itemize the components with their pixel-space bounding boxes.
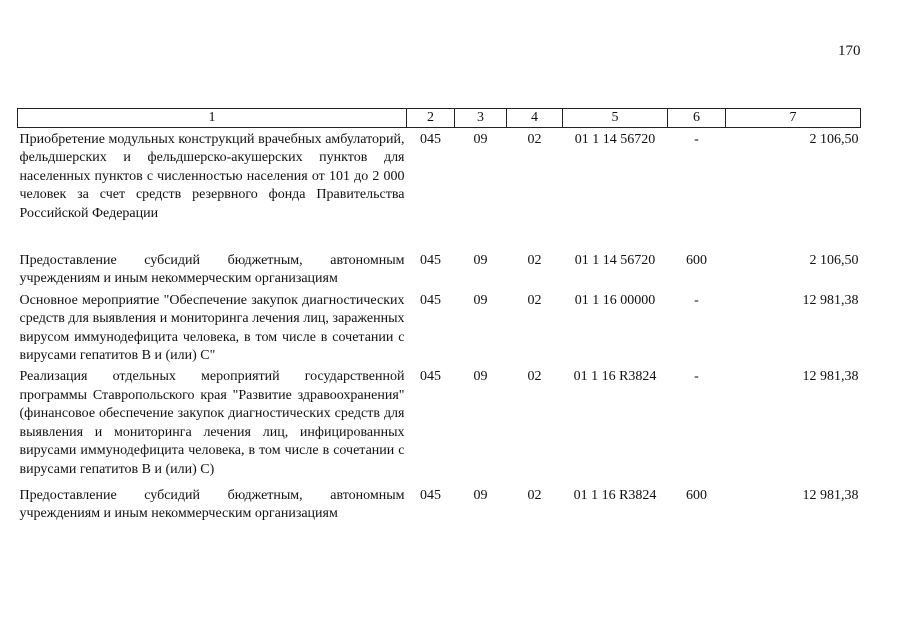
target-item-code: 01 1 16 00000 bbox=[574, 292, 656, 308]
amount: 2 106,50 bbox=[809, 253, 859, 269]
amount: 12 981,38 bbox=[802, 369, 859, 385]
expense-type-code: - bbox=[694, 132, 699, 147]
section-code: 09 bbox=[473, 487, 488, 503]
table-row bbox=[18, 249, 861, 289]
column-header: 6 bbox=[668, 109, 726, 128]
ministry-code: 045 bbox=[420, 487, 441, 503]
ministry-code: 045 bbox=[420, 132, 441, 147]
section-code: 09 bbox=[473, 253, 488, 269]
table-row bbox=[18, 128, 861, 250]
column-header: 3 bbox=[455, 109, 507, 128]
amount: 12 981,38 bbox=[802, 292, 859, 308]
subsection-code: 02 bbox=[527, 253, 542, 269]
column-header: 5 bbox=[563, 109, 668, 128]
amount: 2 106,50 bbox=[809, 132, 859, 147]
ministry-code: 045 bbox=[420, 369, 441, 385]
expense-type-code: - bbox=[694, 292, 699, 308]
expense-type-code: - bbox=[694, 369, 699, 385]
table-row bbox=[18, 365, 861, 478]
subsection-code: 02 bbox=[527, 487, 542, 503]
header-row bbox=[18, 109, 861, 128]
amount: 12 981,38 bbox=[802, 487, 859, 503]
expense-type-code: 600 bbox=[686, 253, 707, 269]
subsection-code: 02 bbox=[527, 292, 542, 308]
subsection-code: 02 bbox=[527, 369, 542, 385]
section-code: 09 bbox=[473, 132, 488, 147]
section-code: 09 bbox=[473, 369, 488, 385]
table-row bbox=[18, 479, 861, 524]
page-number: 170 bbox=[838, 43, 861, 59]
target-item-code: 01 1 14 56720 bbox=[574, 253, 656, 269]
row-description: Предоставление субсидий бюджетным, автономным учреждениям и иным некоммерческим организациям bbox=[19, 487, 405, 522]
column-header: 7 bbox=[726, 109, 861, 128]
target-item-code: 01 1 16 R3824 bbox=[573, 487, 657, 503]
ministry-code: 045 bbox=[420, 253, 441, 269]
row-description: Предоставление субсидий бюджетным, автономным учреждениям и иным некоммерческим организациям bbox=[19, 253, 405, 287]
budget-table bbox=[17, 108, 861, 524]
section-code: 09 bbox=[473, 292, 488, 308]
target-item-code: 01 1 14 56720 bbox=[574, 132, 656, 147]
column-header: 4 bbox=[507, 109, 563, 128]
ministry-code: 045 bbox=[420, 292, 441, 308]
column-header: 2 bbox=[407, 109, 455, 128]
row-description: Реализация отдельных мероприятий государственной программы Ставропольского края "Развитие здравоохранения" (финансовое обеспечение закупок диагностических средств для выявления и мониторинга лечения лиц, инфицированных вирусами иммунодефицита человека, в том числе в сочетании с вирусами гепатитов В и (или) С) bbox=[19, 369, 405, 477]
row-description: Приобретение модульных конструкций врачебных амбулаторий, фельдшерских и фельдшерско-акушерских пунктов для населенных пунктов с численностью населения от 101 до 2 000 человек за счет средств резервного фонда Правительства Российской Федерации bbox=[19, 132, 405, 221]
row-description: Основное мероприятие "Обеспечение закупок диагностических средств для выявления и мониторинга лечения лиц, зараженных вирусом иммунодефицита человека, в том числе в сочетании с вирусами гепатитов В и (или) С" bbox=[19, 292, 405, 364]
column-header: 1 bbox=[18, 109, 407, 128]
table-row bbox=[18, 289, 861, 366]
subsection-code: 02 bbox=[527, 132, 542, 147]
expense-type-code: 600 bbox=[686, 487, 707, 503]
target-item-code: 01 1 16 R3824 bbox=[573, 369, 657, 385]
